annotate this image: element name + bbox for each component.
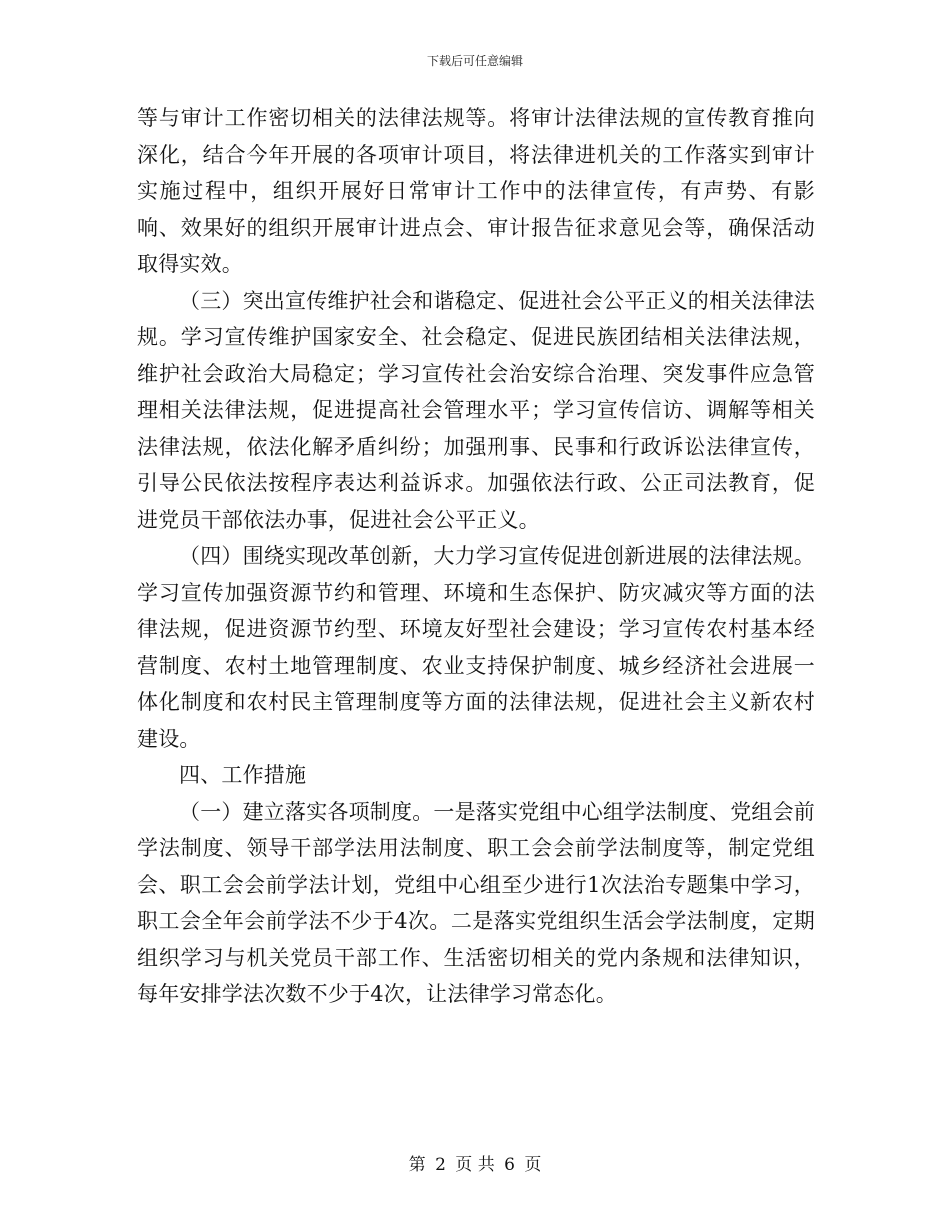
page-footer [0, 1150, 950, 1175]
page-header-note: 下载后可任意编辑 [426, 54, 523, 68]
heading-work-measures: 四、工作措施 [179, 763, 307, 787]
paragraph-section-4: （四）围绕实现改革创新，大力学习宣传促进创新进展的法律法规。学习宣传加强资源节约和管理、环境和生态保护、防灾减灾等方面的法律法规，促进资源节约型、环境友好型社会建设；学习宣传农村基本经营制度、农村土地管理制度、农业支持保护制度、城乡经济社会进展一体化制度和农村民主管理制度等方面的法律法规，促进社会主义新农村建设。 [137, 544, 815, 751]
footer-prefix: 第 [408, 1155, 426, 1175]
footer-suffix: 页 [524, 1155, 542, 1175]
footer-total-pages: 6 [504, 1155, 515, 1175]
paragraph-measure-1: （一）建立落实各项制度。一是落实党组中心组学法制度、党组会前学法制度、领导干部学法用法制度、职工会会前学法制度等，制定党组会、职工会会前学法计划，党组中心组至少进行1次法治专题集中学习，职工会全年会前学法不少于4次。二是落实党组织生活会学法制度，定期组织学习与机关党员干部工作、生活密切相关的党内条规和法律知识，每年安排学法次数不少于4次，让法律学习常态化。 [137, 799, 815, 1006]
paragraph-section-3: （三）突出宣传维护社会和谐稳定、促进社会公平正义的相关法律法规。学习宣传维护国家安全、社会稳定、促进民族团结相关法律法规，维护社会政治大局稳定；学习宣传社会治安综合治理、突发事件应急管理相关法律法规，促进提高社会管理水平；学习宣传信访、调解等相关法律法规，依法化解矛盾纠纷；加强刑事、民事和行政诉讼法律宣传，引导公民依法按程序表达利益诉求。加强依法行政、公正司法教育，促进党员干部依法办事，促进社会公平正义。 [137, 288, 815, 532]
document-body [137, 100, 815, 1013]
footer-middle: 页 共 [455, 1155, 495, 1175]
paragraph-continuation: 等与审计工作密切相关的法律法规等。将审计法律法规的宣传教育推向深化，结合今年开展的各项审计项目，将法律进机关的工作落实到审计实施过程中，组织开展好日常审计工作中的法律宣传，有声势、有影响、效果好的组织开展审计进点会、审计报告征求意见会等，确保活动取得实效。 [137, 106, 815, 276]
footer-current-page: 2 [435, 1155, 446, 1175]
